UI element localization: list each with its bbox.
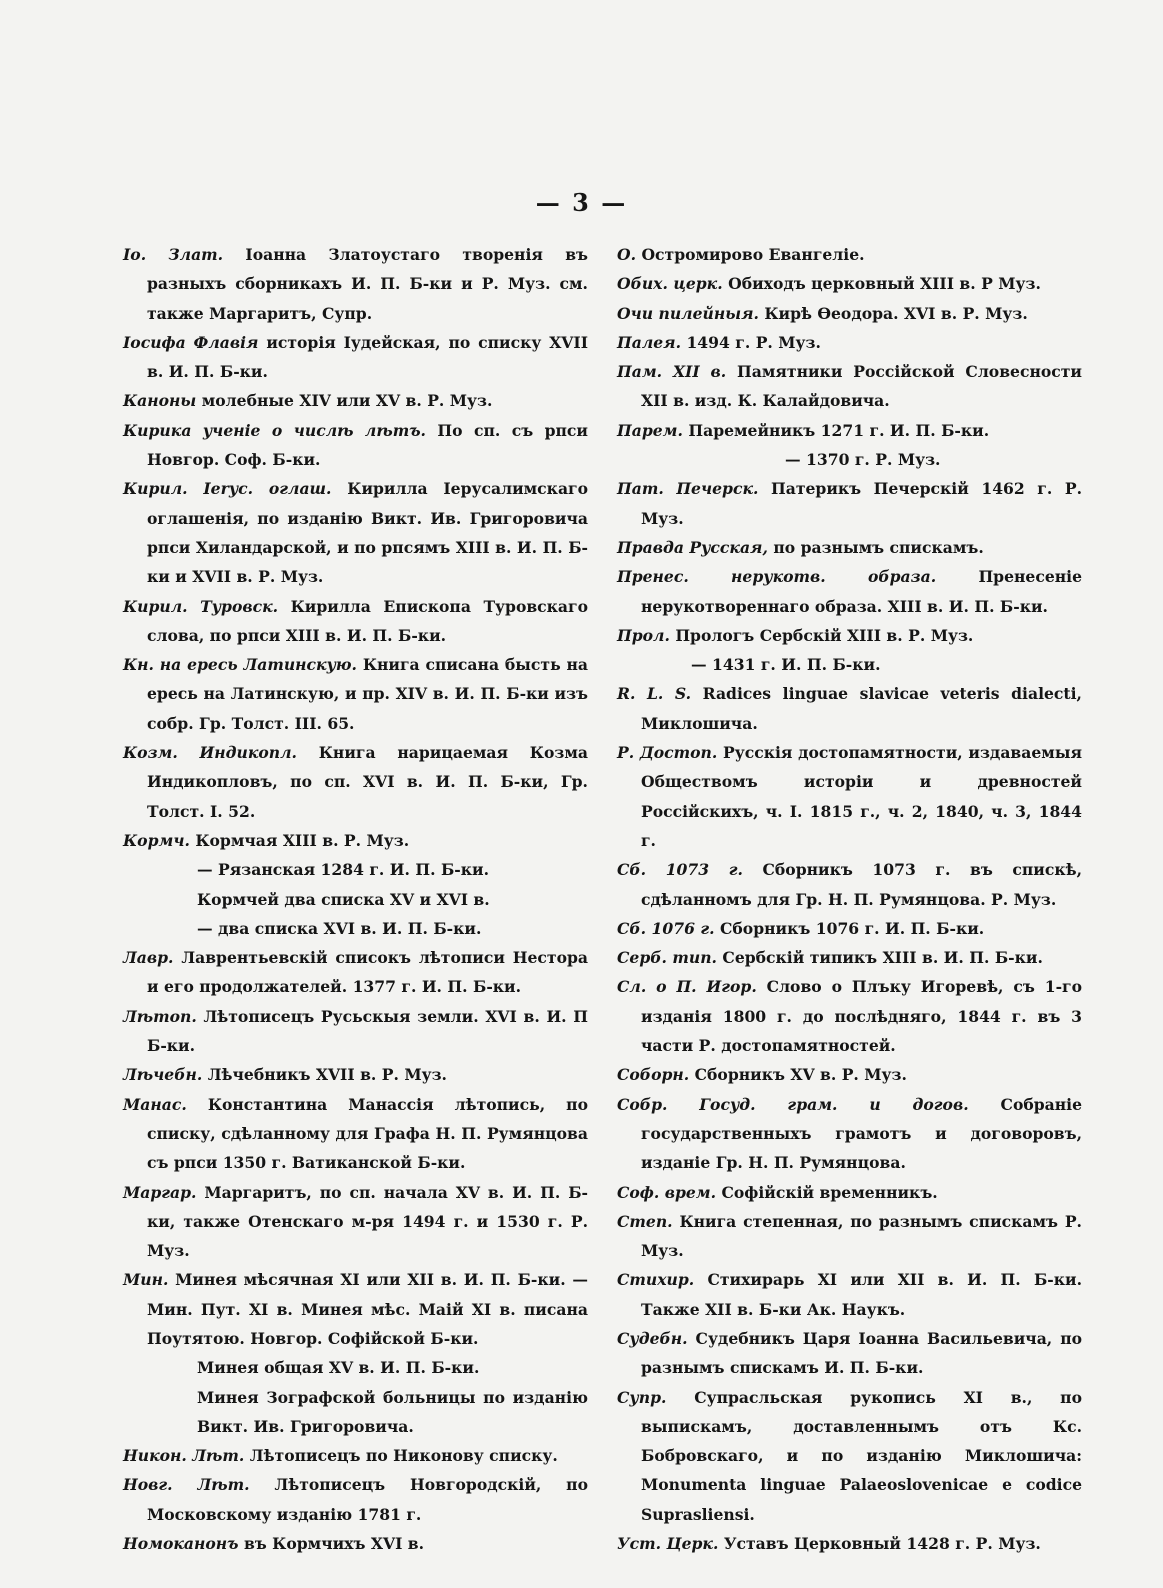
definition: Софійскій временникъ. <box>721 1182 938 1202</box>
abbreviation: Лѣчебн. <box>123 1065 203 1085</box>
sub-entry-text: — 1431 г. И. П. Б-ки. <box>691 655 881 675</box>
abbreviation-entry <box>123 1529 588 1558</box>
abbreviation: Пренес. нерукотв. образа. <box>617 567 937 587</box>
definition: Лѣтописецъ Новгородскій, по Московскому изданію 1781 г. <box>147 1475 589 1524</box>
abbreviation: Лавр. <box>123 948 174 968</box>
abbreviation-entry <box>123 1265 588 1353</box>
left-column <box>123 240 588 1558</box>
definition: Лѣтописецъ по Никонову списку. <box>249 1446 558 1466</box>
abbreviation-entry <box>617 416 1082 445</box>
abbreviation: Кирил. Ierус. оглаш. <box>123 479 332 499</box>
abbreviation: Супр. <box>617 1387 667 1407</box>
abbreviation-entry <box>123 1060 588 1089</box>
abbreviation-entry <box>123 1090 588 1178</box>
abbreviation: Кн. на ересь Латинскую. <box>123 655 357 675</box>
abbreviation: Очи пилейныя. <box>617 303 759 323</box>
definition: Уставъ Церковный 1428 г. Р. Муз. <box>723 1534 1041 1554</box>
abbreviation: Номоканонъ <box>123 1534 239 1554</box>
definition: Сербскій типикъ XIII в. И. П. Б-ки. <box>722 948 1043 968</box>
abbreviation: Стихир. <box>617 1270 695 1290</box>
abbreviation-entry <box>123 943 588 1002</box>
definition: Константина Манассія лѣтопись, по списку, сдѣланному для Графа Н. П. Румянцова съ рпси 1350 г. Ватиканской Б-ки. <box>147 1094 588 1173</box>
sub-entry <box>617 650 1082 679</box>
abbreviation: Сл. о П. Игор. <box>617 977 757 997</box>
abbreviation-entry <box>617 914 1082 943</box>
abbreviation: R. L. S. <box>617 684 692 704</box>
abbreviation-entry <box>617 1383 1082 1529</box>
abbreviation-entry <box>123 826 588 855</box>
definition: Остромирово Евангеліе. <box>641 245 865 264</box>
abbreviation: Іосифа Флавія <box>123 332 259 352</box>
definition: 1494 г. Р. Муз. <box>686 332 821 352</box>
definition: Русскія достопамятности, издаваемыя Обществомъ исторіи и древностей Россійскихъ, ч. I. 1815 г., ч. 2, 1840, ч. 3, 1844 г. <box>641 743 1082 850</box>
definition: по разнымъ спискамъ. <box>773 537 984 557</box>
definition: Минея мѣсячная XI или XII в. И. П. Б-ки. — Мин. Пут. XI в. Минея мѣс. Маій XI в. писана Поутятою. Новгор. Софійской Б-ки. <box>147 1270 588 1348</box>
abbreviation-entry <box>617 1178 1082 1207</box>
definition: Слово о Плъку Игоревѣ, съ 1-го изданія 1800 г. до послѣдняго, 1844 г. въ 3 части Р. достопамятностей. <box>641 977 1082 1056</box>
abbreviation: Степ. <box>617 1211 673 1231</box>
sub-entry-text: Минея общая XV в. И. П. Б-ки. <box>197 1358 480 1378</box>
abbreviation-entry <box>123 416 588 475</box>
abbreviation-entry <box>617 299 1082 328</box>
definition: Прологъ Сербскій XIII в. Р. Муз. <box>675 625 974 645</box>
abbreviation-entry <box>617 738 1082 855</box>
definition: Паремейникъ 1271 г. И. П. Б-ки. <box>688 420 990 440</box>
abbreviation: Кирил. Туровск. <box>123 596 279 616</box>
definition: Книга нарицаемая Козма Индикопловъ, по сп. XVI в. И. П. Б-ки, Гр. Толст. I. 52. <box>147 743 588 821</box>
definition: Книга степенная, по разнымъ спискамъ Р. Муз. <box>641 1211 1082 1261</box>
abbreviation: Палея. <box>617 332 682 352</box>
abbreviation-entry <box>617 1060 1082 1089</box>
definition: Пренесеніе нерукотвореннаго образа. XIII в. И. П. Б-ки. <box>641 567 1082 616</box>
definition: Судебникъ Царя Іоанна Васильевича, по разнымъ спискамъ И. П. Б-ки. <box>641 1328 1083 1378</box>
abbreviation: Новг. Лѣт. <box>123 1475 250 1495</box>
sub-entry-text: — два списка XVI в. И. П. Б-ки. <box>197 918 482 938</box>
abbreviation-entry <box>617 240 1082 269</box>
abbreviation-entry <box>617 1090 1082 1178</box>
sub-entry <box>617 445 1082 474</box>
abbreviation: Козм. Индикопл. <box>123 743 297 763</box>
abbreviation-entry <box>617 1265 1082 1324</box>
abbreviation-entry <box>123 738 588 826</box>
abbreviation-entry <box>617 1324 1082 1383</box>
definition: Сборникъ 1073 г. въ спискѣ, сдѣланномъ для Гр. Н. П. Румянцова. Р. Муз. <box>641 860 1083 909</box>
definition: Патерикъ Печерскій 1462 г. Р. Муз. <box>641 479 1082 528</box>
sub-entry <box>123 885 588 914</box>
sub-entry-text: — 1370 г. Р. Муз. <box>785 450 941 470</box>
definition: Radices linguae slavicae veteris dialecti, Миклошича. <box>641 684 1082 733</box>
abbreviation-entry <box>123 474 588 591</box>
abbreviation: Кирика ученіе о числѣ лѣтъ. <box>123 420 426 440</box>
definition: По сп. съ рпси Новгор. Соф. Б-ки. <box>147 420 588 470</box>
definition: Книга списана бысть на ересь на Латинскую, и пр. XIV в. И. П. Б-ки изъ собр. Гр. Толст. III. 65. <box>147 655 588 733</box>
abbreviation: Лѣтоп. <box>123 1006 197 1026</box>
abbreviation-entry <box>617 621 1082 650</box>
abbreviation: Правда Русская, <box>617 537 768 557</box>
abbreviation: Пам. XII в. <box>617 362 727 382</box>
abbreviation-entry <box>123 386 588 415</box>
abbreviation-entry <box>617 855 1082 914</box>
abbreviation-entry <box>617 1529 1082 1558</box>
abbreviation-entry <box>123 1002 588 1061</box>
definition: Кормчая XIII в. Р. Муз. <box>195 830 410 850</box>
abbreviation: Судебн. <box>617 1328 688 1348</box>
abbreviation-entry <box>123 1178 588 1266</box>
abbreviation: Сб. 1073 г. <box>617 860 743 880</box>
abbreviation-entry <box>617 1207 1082 1266</box>
abbreviation: Уст. Церк. <box>617 1534 719 1554</box>
abbreviation-entry <box>123 650 588 738</box>
abbreviation: Серб. тип. <box>617 948 717 968</box>
definition: Памятники Россійской Словесности XII в. изд. К. Калайдовича. <box>641 362 1082 411</box>
page-number: — 3 — <box>535 188 628 217</box>
abbreviation: Манас. <box>123 1094 187 1114</box>
definition: Кирѣ Ѳеодора. XVI в. Р. Муз. <box>764 303 1028 323</box>
definition: Сборникъ XV в. Р. Муз. <box>694 1065 907 1085</box>
sub-entry-text: Минея Зографской больницы по изданію Викт. Ив. Григоровича. <box>197 1387 588 1436</box>
abbreviation: Іо. Злат. <box>123 245 224 264</box>
abbreviation-entry <box>123 1470 588 1529</box>
abbreviation-entry <box>617 474 1082 533</box>
abbreviation: Маргар. <box>123 1182 197 1202</box>
abbreviation-entry <box>617 972 1082 1060</box>
definition: Лѣтописецъ Русьскыя земли. XVI в. И. П Б-ки. <box>147 1006 589 1056</box>
abbreviation: Мин. <box>123 1270 169 1290</box>
abbreviation-entry <box>617 269 1082 298</box>
abbreviation: Р. Достоп. <box>617 743 718 763</box>
abbreviation-entry <box>123 328 588 387</box>
sub-entry <box>123 914 588 943</box>
abbreviation-entry <box>617 328 1082 357</box>
abbreviation: Соборн. <box>617 1065 690 1085</box>
abbreviation-entry <box>123 1441 588 1470</box>
definition: Маргаритъ, по сп. начала XV в. И. П. Б-ки, также Отенскаго м-ря 1494 г. и 1530 г. Р. Муз. <box>147 1182 588 1261</box>
abbreviation-entry <box>617 562 1082 621</box>
definition: Обиходъ церковный XIII в. Р Муз. <box>728 274 1041 294</box>
abbreviation: Прол. <box>617 625 670 645</box>
abbreviation: Сб. 1076 г. <box>617 918 715 938</box>
abbreviation-entry <box>617 943 1082 972</box>
definition: исторія Іудейская, по списку XVII в. И. П. Б-ки. <box>147 332 588 382</box>
abbreviation: Соф. врем. <box>617 1182 717 1202</box>
abbreviation: О. <box>617 245 637 264</box>
sub-entry <box>123 1383 588 1442</box>
abbreviation: Кормч. <box>123 830 190 850</box>
definition: Собраніе государственныхъ грамотъ и договоровъ, изданіе Гр. Н. П. Румянцова. <box>641 1094 1083 1173</box>
sub-entry <box>123 855 588 884</box>
definition: Іоанна Златоустаго творенія въ разныхъ сборникахъ И. П. Б-ки и Р. Муз. см. также Маргаритъ, Супр. <box>147 245 588 323</box>
definition: Лѣчебникъ XVII в. Р. Муз. <box>207 1065 447 1085</box>
abbreviation-entry <box>617 357 1082 416</box>
sub-entry <box>123 1353 588 1382</box>
abbreviation: Каноны <box>123 391 197 411</box>
abbreviation: Никон. Лѣт. <box>123 1446 245 1466</box>
definition: молебные XIV или XV в. Р. Муз. <box>201 391 493 411</box>
right-column <box>617 240 1082 1558</box>
abbreviation: Обих. церк. <box>617 274 723 294</box>
abbreviation-entry <box>123 592 588 651</box>
abbreviation-entry <box>617 679 1082 738</box>
abbreviation-entry <box>617 533 1082 562</box>
definition: Супрасльская рукопись XI в., по выпискамъ, доставленнымъ отъ Кс. Бобровскаго, и по изданію Миклошича: Monumenta linguae Palaeoslovenicae e codice Suprasliensi. <box>641 1387 1082 1524</box>
sub-entry-text: — Рязанская 1284 г. И. П. Б-ки. <box>197 860 490 880</box>
abbreviation-entry <box>123 240 588 328</box>
definition: Стихирарь XI или XII в. И. П. Б-ки. Также XII в. Б-ки Ак. Наукъ. <box>641 1270 1082 1319</box>
definition: Лаврентьевскій списокъ лѣтописи Нестора и его продолжателей. 1377 г. И. П. Б-ки. <box>147 948 588 997</box>
abbreviation: Собр. Госуд. грам. и догов. <box>617 1094 969 1114</box>
sub-entry-text: Кормчей два списка XV и XVI в. <box>197 889 490 909</box>
abbreviation: Парем. <box>617 420 683 440</box>
definition: Сборникъ 1076 г. И. П. Б-ки. <box>720 918 985 938</box>
definition: Кирилла Епископа Туровскаго слова, по рпси XIII в. И. П. Б-ки. <box>147 596 588 645</box>
definition: въ Кормчихъ XVI в. <box>243 1534 425 1554</box>
definition: Кирилла Іерусалимскаго оглашенія, по изданію Викт. Ив. Григоровича рпси Хиландарской, и по рпсямъ XIII в. И. П. Б-ки и XVII в. Р. Муз. <box>147 479 589 587</box>
abbreviation: Пат. Печерск. <box>617 479 759 499</box>
